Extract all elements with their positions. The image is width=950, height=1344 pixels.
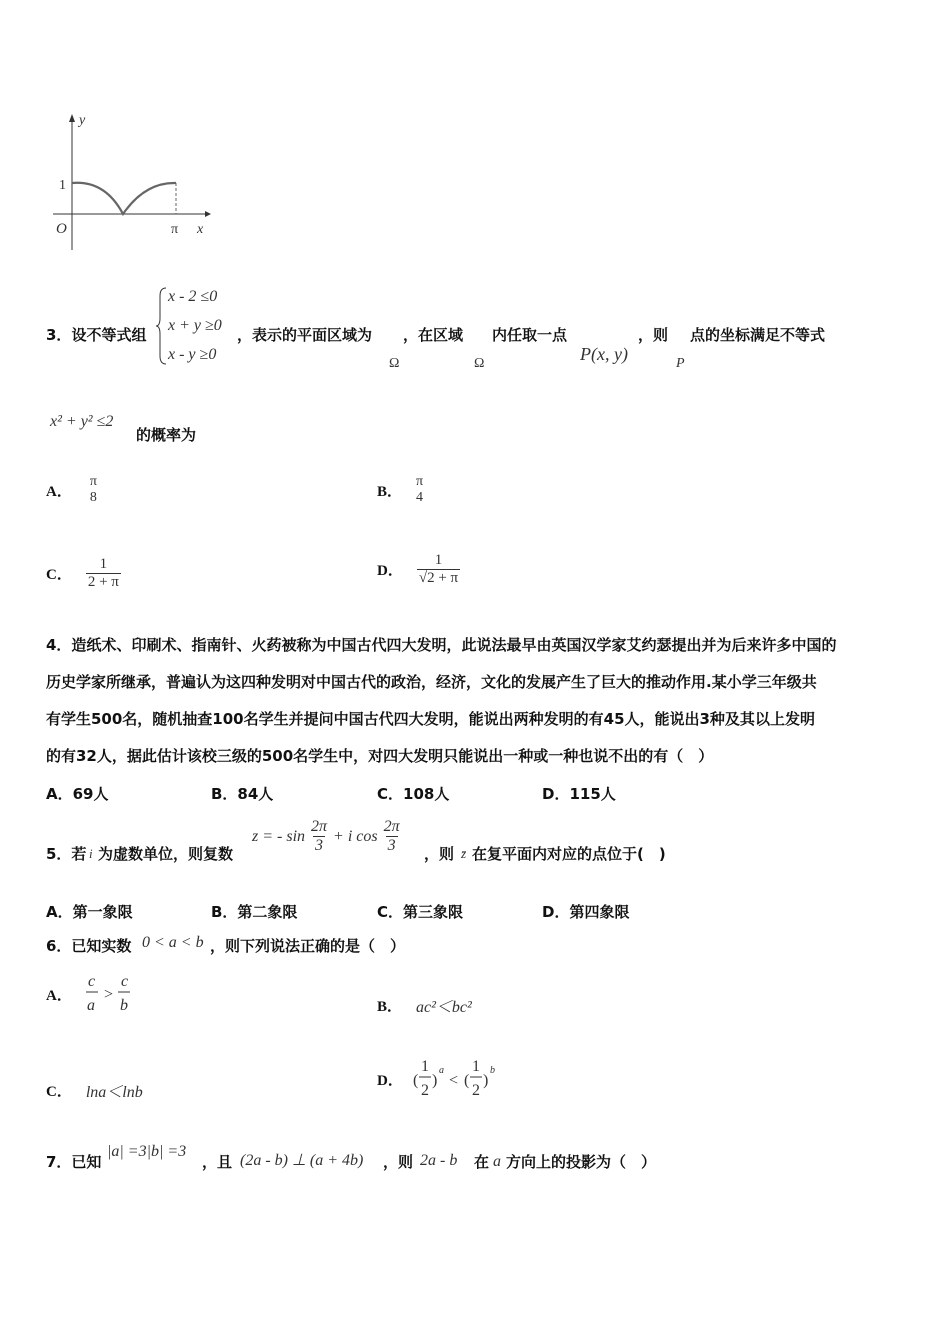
- svg-text:c: c: [87, 973, 95, 990]
- svg-text:b: b: [119, 997, 128, 1014]
- q7-text-d: 方向上的投影为（ ）: [506, 1153, 657, 1171]
- svg-text:): ): [482, 1072, 489, 1089]
- x-label: x: [197, 222, 204, 237]
- svg-text:2: 2: [471, 1082, 480, 1099]
- q3-text-f: 点的坐标满足不等式: [690, 326, 826, 344]
- q3-ineq-3: x - y ≥0: [168, 346, 217, 363]
- svg-text:): ): [431, 1072, 438, 1089]
- x-axis-arrow: [205, 211, 211, 217]
- svg-text:2: 2: [420, 1082, 429, 1099]
- q4-option-a[interactable]: A．69人: [46, 785, 109, 803]
- q5-text-c: 在复平面内对应的点位于( ): [472, 845, 666, 863]
- q3-option-b-frac: π 4: [416, 474, 424, 505]
- svg-text:a: a: [438, 1065, 444, 1076]
- q6-option-b[interactable]: B． ac²＜bc²: [377, 994, 472, 1017]
- q3-option-b[interactable]: B． π 4: [377, 474, 424, 505]
- q5-option-c[interactable]: C．第三象限: [377, 903, 464, 921]
- q3-text-g: 的概率为: [136, 426, 197, 444]
- q3-system: [156, 286, 168, 370]
- q5-i: i: [89, 846, 93, 861]
- svg-text:c: c: [120, 973, 128, 990]
- q6-cond: 0 < a < b: [142, 934, 204, 951]
- q7-cond: |a| =3|b| =3: [107, 1143, 187, 1160]
- q6-option-c-expr: lna＜lnb: [85, 1084, 143, 1101]
- q6-option-b-expr: ac²＜bc²: [416, 999, 472, 1016]
- q6-option-c[interactable]: C． lna＜lnb: [46, 1079, 143, 1102]
- q5-option-d[interactable]: D．第四象限: [542, 903, 630, 921]
- q3-point: P(x, y): [580, 344, 628, 364]
- function-graph: [45, 110, 225, 260]
- q7-vec: 2a - b: [420, 1152, 458, 1169]
- q6-text: ，则下列说法正确的是（ ）: [210, 937, 406, 955]
- q4-option-b[interactable]: B．84人: [211, 785, 274, 803]
- q3-ineq: x² + y² ≤2: [50, 413, 114, 430]
- pi-label: π: [171, 222, 179, 237]
- svg-text:(: (: [463, 1072, 470, 1089]
- q3-omega-2: Ω: [474, 356, 485, 371]
- q3-text-c: ，在区域: [403, 326, 464, 344]
- q3-option-a-frac: π 8: [89, 474, 97, 505]
- q4-paragraph: [46, 627, 916, 775]
- q5-text-b: ，则: [424, 845, 455, 863]
- origin-label: O: [56, 221, 67, 237]
- q4-option-d[interactable]: D．115人: [542, 785, 616, 803]
- q4-option-c[interactable]: C．108人: [377, 785, 450, 803]
- q3-option-d-frac: $\frac{1}{√2 + \pi}$: [418, 552, 459, 586]
- q7-text-c: 在: [474, 1153, 490, 1171]
- q4-line: 有学生500名，随机抽查100名学生并提问中国古代四大发明，能说出两种发明的有45人，能说出3种及其以上发明: [46, 710, 815, 728]
- q7-text-b: ，则: [383, 1153, 414, 1171]
- y-label: y: [79, 113, 86, 128]
- q3-option-d[interactable]: D． $\frac{1}{√2 + \pi}$: [377, 552, 459, 586]
- svg-text:1: 1: [471, 1058, 480, 1075]
- q3-text-e: ，则: [638, 326, 669, 344]
- q7-perp: (2a - b) ⊥ (a + 4b): [240, 1152, 364, 1169]
- q7-text-a: ，且: [202, 1153, 233, 1171]
- q3-ineq-1: x - 2 ≤0: [168, 288, 218, 305]
- q3-omega-1: Ω: [389, 356, 400, 371]
- q3-option-a[interactable]: A． π 8: [46, 474, 97, 505]
- y-axis-arrow: [69, 114, 75, 122]
- q6-option-a[interactable]: A． c a > c b: [46, 970, 144, 1018]
- q5-number: 5．若: [46, 845, 87, 863]
- brace-icon: [156, 286, 168, 366]
- svg-text:<: <: [448, 1072, 458, 1089]
- one-label: 1: [59, 178, 66, 193]
- q3-option-c-frac: $\frac{1}{2 + \pi}$: [87, 556, 119, 590]
- q5-zbar: z̄: [461, 846, 467, 861]
- q7-number: 7．已知: [46, 1153, 102, 1171]
- q3-text-b: ，表示的平面区域为: [237, 326, 373, 344]
- q4-line: 的有32人，据此估计该校三级的500名学生中，对四大发明只能说出一种或一种也说不出的有（ ）: [46, 747, 714, 765]
- svg-text:1: 1: [420, 1058, 429, 1075]
- q5-expression: z = - sin $\frac{2\pi}{3}$ + i cos $\frac{2\pi}{3}$: [252, 818, 400, 854]
- q3-p: P: [676, 356, 685, 371]
- q5-option-b[interactable]: B．第二象限: [211, 903, 298, 921]
- curve: [72, 183, 176, 214]
- q5-text-a: 为虚数单位，则复数: [98, 845, 234, 863]
- q4-line: 历史学家所继承，普遍认为这四种发明对中国古代的政治，经济，文化的发展产生了巨大的推动作用.某小学三年级共: [46, 673, 817, 691]
- svg-text:a: a: [86, 997, 95, 1014]
- q5-option-a[interactable]: A．第一象限: [46, 903, 133, 921]
- q6-option-d[interactable]: D． ( 1 2 ) a < ( 1 2 ) b: [377, 1055, 513, 1103]
- q7-a: a: [493, 1153, 501, 1170]
- svg-text:b: b: [489, 1065, 495, 1076]
- q4-line: 4．造纸术、印刷术、指南针、火药被称为中国古代四大发明，此说法最早由英国汉学家艾约瑟提出并为后来许多中国的: [46, 636, 837, 654]
- q6-number: 6．已知实数: [46, 937, 132, 955]
- q3-number: 3．设不等式组: [46, 326, 147, 344]
- svg-text:>: >: [103, 986, 113, 1003]
- q3-ineq-2: x + y ≥0: [168, 317, 222, 334]
- svg-text:(: (: [412, 1072, 419, 1089]
- q6-option-a-expr: [84, 970, 144, 1018]
- q3-option-c[interactable]: C． $\frac{1}{2 + \pi}$: [46, 556, 119, 590]
- q6-option-d-expr: [413, 1055, 513, 1103]
- q3-text-d: 内任取一点: [492, 326, 568, 344]
